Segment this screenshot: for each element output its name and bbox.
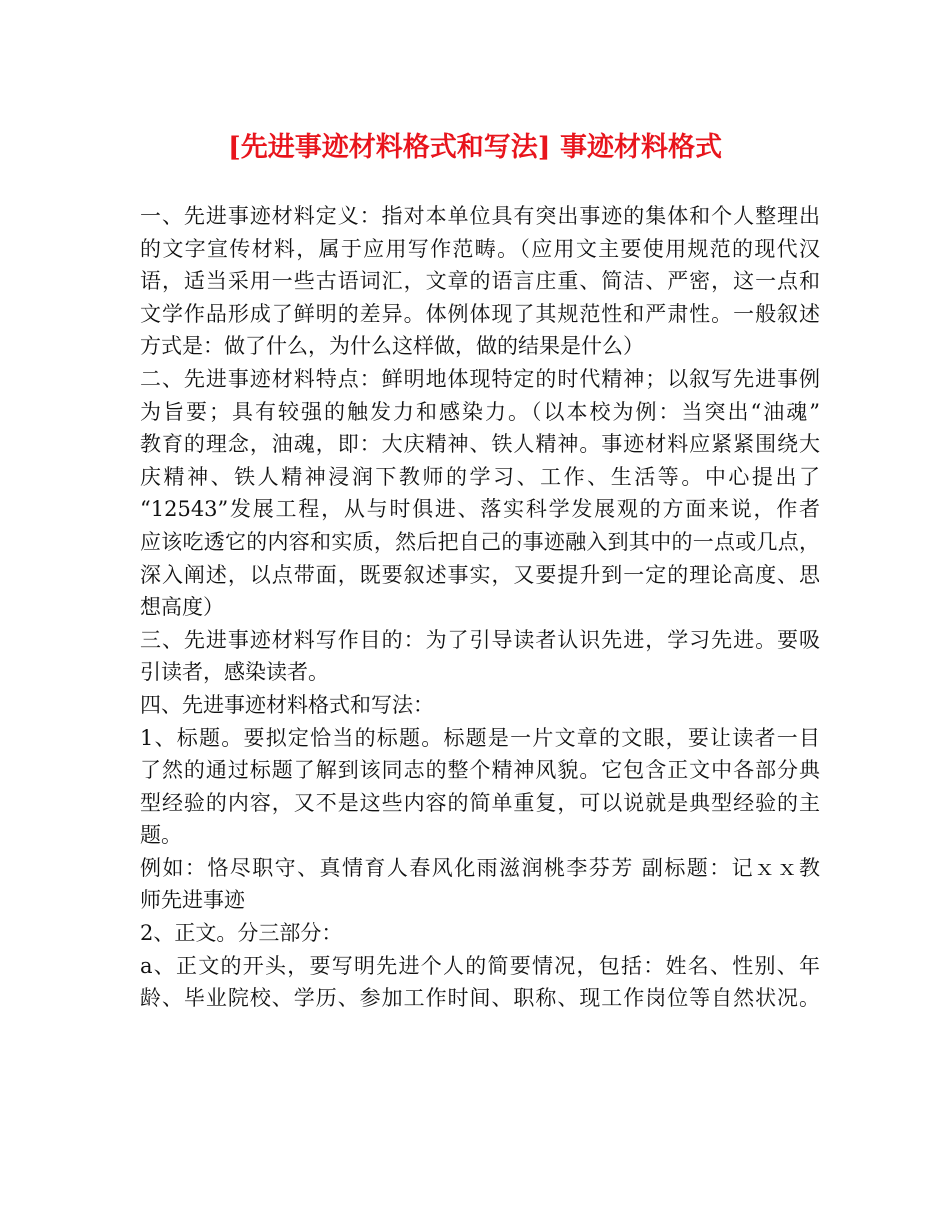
body-text-line: 文学作品形成了鲜明的差异。体例体现了其规范性和严肃性。一般叙述 bbox=[140, 301, 820, 326]
body-text-line: 了然的通过标题了解到该同志的整个精神风貌。它包含正文中各部分典 bbox=[140, 758, 820, 783]
body-text-line: 引读者，感染读者。 bbox=[140, 660, 329, 685]
body-text-line: 教育的理念，油魂，即：大庆精神、铁人精神。事迹材料应紧紧围绕大 bbox=[140, 432, 820, 457]
body-text-line: “12543”发展工程，从与时俱进、落实科学发展观的方面来说，作者 bbox=[140, 497, 820, 522]
body-text-line: 师先进事迹 bbox=[140, 888, 245, 913]
body-text-line: 为旨要；具有较强的触发力和感染力。（以本校为例：当突出“油魂” bbox=[140, 399, 820, 424]
body-text-line: 语，适当采用一些古语词汇，文章的语言庄重、简洁、严密，这一点和 bbox=[140, 269, 820, 294]
document-body bbox=[140, 200, 820, 1015]
body-text-line: 四、先进事迹材料格式和写法： bbox=[140, 692, 434, 717]
body-text-line: 1、标题。要拟定恰当的标题。标题是一片文章的文眼，要让读者一目 bbox=[140, 725, 820, 750]
body-text-line: 应该吃透它的内容和实质，然后把自己的事迹融入到其中的一点或几点， bbox=[140, 529, 820, 554]
body-text-line: 龄、毕业院校、学历、参加工作时间、职称、现工作岗位等自然状况。 bbox=[140, 986, 820, 1011]
body-text-line: 三、先进事迹材料写作目的：为了引导读者认识先进，学习先进。要吸 bbox=[140, 627, 820, 652]
body-text-line: 一、先进事迹材料定义：指对本单位具有突出事迹的集体和个人整理出 bbox=[140, 204, 820, 228]
body-text-line: 方式是：做了什么，为什么这样做，做的结果是什么） bbox=[140, 334, 644, 359]
body-text-line: 2、正文。分三部分： bbox=[140, 921, 343, 946]
body-text-line: 题。 bbox=[140, 823, 182, 848]
body-text-line: 二、先进事迹材料特点：鲜明地体现特定的时代精神；以叙写先进事例 bbox=[140, 366, 820, 391]
body-text-line: 例如：恪尽职守、真情育人春风化雨滋润桃李芬芳 副标题：记ｘｘ教 bbox=[140, 855, 820, 880]
document-title: [先进事迹材料格式和写法] 事迹材料格式 bbox=[228, 132, 722, 163]
body-text-line: 型经验的内容，又不是这些内容的简单重复，可以说就是典型经验的主 bbox=[140, 790, 820, 815]
body-text-line: 庆精神、铁人精神浸润下教师的学习、工作、生活等。中心提出了 bbox=[140, 464, 820, 489]
body-text-line: 的文字宣传材料，属于应用写作范畴。（应用文主要使用规范的现代汉 bbox=[140, 236, 820, 261]
body-text-line: 深入阐述，以点带面，既要叙述事实，又要提升到一定的理论高度、思 bbox=[140, 562, 820, 587]
body-text-line: a、正文的开头，要写明先进个人的简要情况，包括：姓名、性别、年 bbox=[140, 953, 820, 978]
body-text-line: 想高度） bbox=[140, 595, 224, 620]
